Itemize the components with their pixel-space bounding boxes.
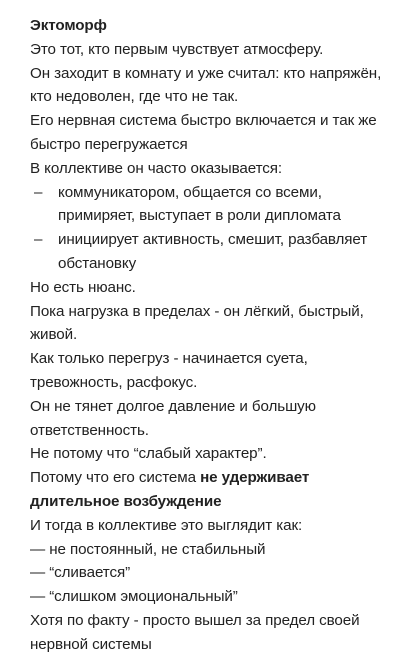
list-item-text: коммуникатором, общается со всеми, примиряет, выступает в роли дипломата xyxy=(58,183,341,225)
paragraph-atmosphere: Это тот, кто первым чувствует атмосферу. xyxy=(30,40,324,58)
paragraph-nuance: Но есть нюанс. xyxy=(30,278,136,296)
paragraph-collective-intro: В коллективе он часто оказывается: xyxy=(30,159,283,177)
paragraph-character: Не потому что “слабый характер”. xyxy=(30,445,267,463)
document-title: Эктоморф xyxy=(30,17,107,34)
paragraph-load: Пока нагрузка в пределах - он лёгкий, быстрый, живой. xyxy=(30,302,364,344)
paragraph-room: Он заходит в комнату и уже считал: кто напряжён, кто недоволен, где что не так. xyxy=(30,64,382,106)
paragraph-nervous-system: Его нервная система быстро включается и так же быстро перегружается xyxy=(30,112,377,153)
paragraph-excitation-bold: не удерживает длительное возбуждение xyxy=(30,469,310,510)
list-dash: – xyxy=(34,231,43,249)
list-item-text: инициирует активность, смешит, разбавляет обстановку xyxy=(58,231,368,272)
paragraph-excitation xyxy=(30,466,386,514)
paragraph-conclusion: Хотя по факту - просто вышел за предел своей нервной системы xyxy=(30,611,360,653)
paragraph-overload: Как только перегруз - начинается суета, тревожность, расфокус. xyxy=(30,350,308,391)
paragraph-emotional: — “слишком эмоциональный” xyxy=(30,588,238,606)
paragraph-drops-out: — “сливается” xyxy=(30,564,131,582)
paragraph-unstable: — не постоянный, не стабильный xyxy=(30,540,266,558)
paragraph-excitation-prefix: Потому что его система xyxy=(30,469,201,487)
paragraph-pressure: Он не тянет долгое давление и большую ответственность. xyxy=(30,397,316,439)
paragraph-looks-like: И тогда в коллективе это выглядит как: xyxy=(30,516,303,534)
list-item xyxy=(30,228,386,276)
list-dash: – xyxy=(34,183,43,201)
list-item xyxy=(30,181,386,229)
